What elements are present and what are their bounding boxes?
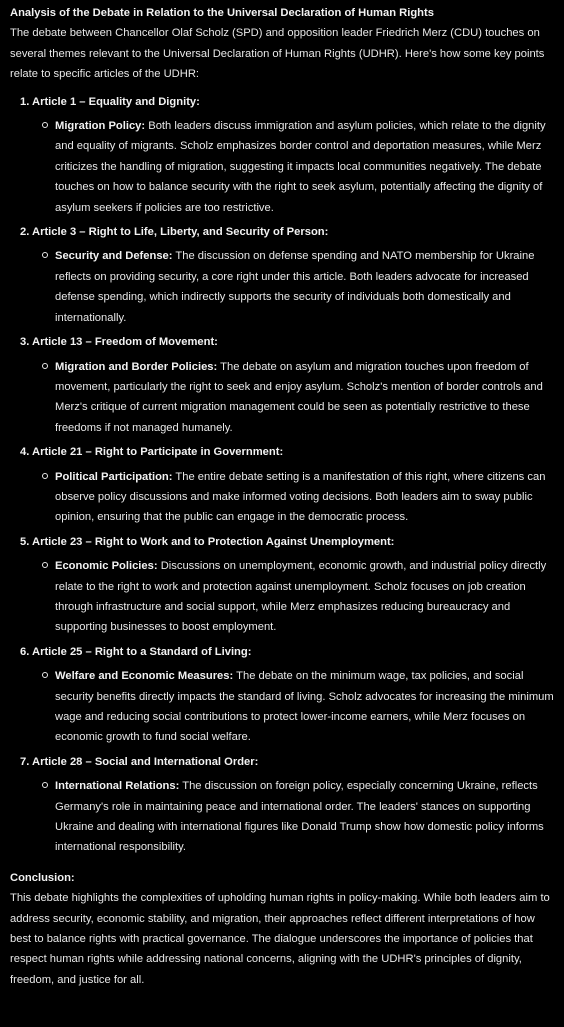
conclusion-paragraph: This debate highlights the complexities of upholding human rights in policy-making. While both leaders aim to address security, economic stability, and migration, their approaches reflect different interpretations of how best to balance rights with practical governance. The dialogue underscores the importance of policies that respect human rights while addressing national concerns, aligning with the UDHR's principles of dignity, freedom, and justice for all.	[10, 892, 550, 986]
point-text: The discussion on foreign policy, especially concerning Ukraine, reflects Germany's role in maintaining peace and international order. The leaders' stances on supporting Ukraine and dealing with international figures like Donald Trump show how domestic policy informs international responsibility.	[55, 780, 544, 854]
article-heading: 6. Article 25 – Right to a Standard of Living:	[20, 645, 252, 658]
article-points	[10, 467, 554, 528]
article-list	[10, 92, 554, 858]
article-points	[10, 246, 554, 328]
conclusion-heading: Conclusion:	[10, 871, 75, 884]
article-point	[55, 666, 554, 748]
bullet-circle-icon	[42, 782, 48, 788]
bullet-circle-icon	[42, 473, 48, 479]
bullet-circle-icon	[42, 672, 48, 678]
article-heading: 5. Article 23 – Right to Work and to Protection Against Unemployment:	[20, 535, 395, 548]
article-point	[55, 776, 554, 858]
point-text: The discussion on defense spending and NATO membership for Ukraine reflects on providing security, a core right under this article. Both leaders advocate for increased defense spending, which indirectly supports the security of individuals both domestically and internationally.	[55, 250, 535, 324]
intro-paragraph: The debate between Chancellor Olaf Scholz (SPD) and opposition leader Friedrich Merz (CDU) touches on several themes relevant to the Universal Declaration of Human Rights (UDHR). Here's how some key points relate to specific articles of the UDHR:	[10, 27, 545, 81]
article-item	[10, 222, 554, 328]
article-heading: 2. Article 3 – Right to Life, Liberty, and Security of Person:	[20, 226, 329, 239]
article-points	[10, 666, 554, 748]
article-heading: 7. Article 28 – Social and International Order:	[20, 755, 259, 768]
article-point	[55, 556, 554, 638]
article-point	[55, 467, 554, 528]
article-heading: 3. Article 13 – Freedom of Movement:	[20, 336, 218, 349]
point-label: Economic Policies:	[55, 560, 158, 573]
point-label: International Relations:	[55, 780, 180, 793]
point-label: Migration Policy:	[55, 120, 146, 133]
article-item	[10, 332, 554, 438]
bullet-circle-icon	[42, 252, 48, 258]
article-item	[10, 442, 554, 528]
point-text: The debate on asylum and migration touches upon freedom of movement, particularly the right to seek and enjoy asylum. Scholz's mention of border controls and Merz's critique of current migration management could be seen as potentially restrictive to these freedoms if not managed humanely.	[55, 360, 543, 434]
article-points	[10, 556, 554, 638]
point-text: The entire debate setting is a manifestation of this right, where citizens can observe policy discussions and make informed voting decisions. Both leaders aim to sway public opinion, ensuring that the public can engage in the democratic process.	[55, 470, 546, 524]
point-label: Political Participation:	[55, 470, 173, 483]
point-text: The debate on the minimum wage, tax policies, and social security benefits directly impacts the standard of living. Scholz advocates for increasing the minimum wage and reducing social contributions to protect lower-income earners, while Merz focuses on economic growth to fund social welfare.	[55, 670, 554, 744]
point-label: Security and Defense:	[55, 250, 173, 263]
article-item	[10, 642, 554, 748]
point-text: Discussions on unemployment, economic growth, and industrial policy directly relate to the right to work and protection against unemployment. Scholz focuses on job creation through infrastructure and social support, while Merz emphasizes reducing bureaucracy and supporting businesses to boost employment.	[55, 560, 547, 634]
point-text: Both leaders discuss immigration and asylum policies, which relate to the dignity and equality of migrants. Scholz emphasizes border control and deportation measures, while Merz criticizes the handling of migration, suggesting it impacts local communities negatively. The debate touches on how to balance security with the right to seek asylum, potentially affecting the dignity of asylum seekers if policies are too restrictive.	[55, 120, 546, 214]
article-points	[10, 116, 554, 218]
article-points	[10, 357, 554, 439]
bullet-circle-icon	[42, 562, 48, 568]
article-item	[10, 92, 554, 218]
bullet-circle-icon	[42, 363, 48, 369]
article-heading: 1. Article 1 – Equality and Dignity:	[20, 95, 200, 108]
bullet-circle-icon	[42, 122, 48, 128]
article-point	[55, 246, 554, 328]
point-label: Welfare and Economic Measures:	[55, 670, 234, 683]
document-title: Analysis of the Debate in Relation to the Universal Declaration of Human Rights	[10, 7, 434, 19]
article-heading: 4. Article 21 – Right to Participate in Government:	[20, 446, 284, 459]
article-item	[10, 752, 554, 858]
article-point	[55, 116, 554, 218]
article-point	[55, 357, 554, 439]
article-points	[10, 776, 554, 858]
article-item	[10, 532, 554, 638]
point-label: Migration and Border Policies:	[55, 360, 218, 373]
